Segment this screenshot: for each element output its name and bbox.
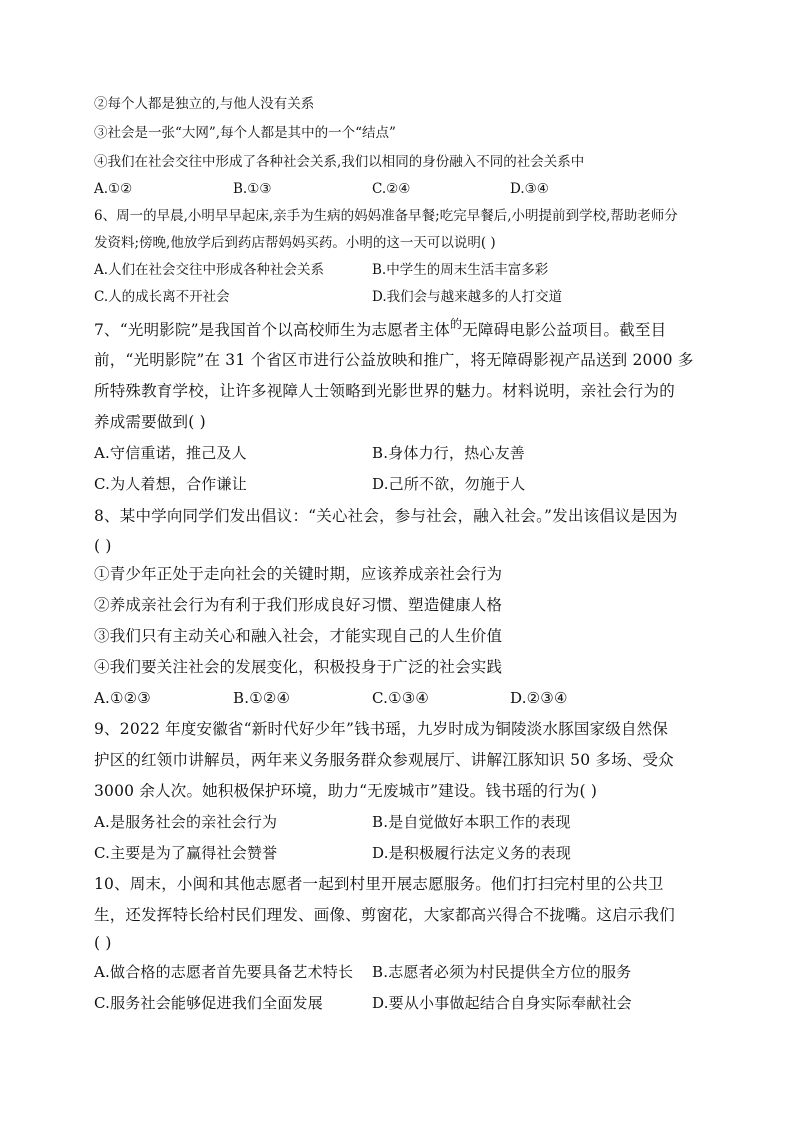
q8-statement-3: ③我们只有主动关心和融入社会，才能实现自己的人生价值 bbox=[94, 627, 503, 645]
q5-option-a: A.①② bbox=[94, 181, 133, 197]
q10-stem-line-3: ( ) bbox=[94, 934, 112, 952]
q10-option-b: B.志愿者必须为村民提供全方位的服务 bbox=[372, 963, 632, 981]
q8-option-a: A.①②③ bbox=[94, 689, 151, 707]
q7-stem-superscript: 的 bbox=[450, 317, 463, 331]
q5-statement-3: ③社会是一张“大网”,每个人都是其中的一个“结点” bbox=[94, 125, 396, 141]
q6-option-a: A.人们在社会交往中形成各种社会关系 bbox=[94, 262, 325, 278]
q7-stem-line-2: 前，“光明影院”在 31 个省区市进行公益放映和推广，将无障碍影视产品送到 2000 多 bbox=[94, 351, 694, 369]
q9-stem-line-3: 3000 余人次。她积极保护环境，助力“无废城市”建设。钱书瑶的行为( ) bbox=[94, 782, 598, 800]
q5-option-b: B.①③ bbox=[233, 181, 272, 197]
q10-option-d: D.要从小事做起结合自身实际奉献社会 bbox=[372, 994, 632, 1012]
q10-stem-line-2: 生，还发挥特长给村民们理发、画像、剪窗花，大家都高兴得合不拢嘴。这启示我们 bbox=[94, 906, 675, 924]
q10-option-a: A.做合格的志愿者首先要具备艺术特长 bbox=[94, 963, 354, 981]
q6-option-b: B.中学生的周末生活丰富多彩 bbox=[372, 262, 549, 278]
q7-stem-line-4: 养成需要做到( ) bbox=[94, 413, 206, 431]
q7-stem-line-1-part-b: 无障碍电影公益项目。截至目 bbox=[462, 321, 667, 339]
q6-stem-line-1: 6、周一的早晨,小明早早起床,亲手为生病的妈妈准备早餐;吃完早餐后,小明提前到学校,帮助老师分 bbox=[94, 208, 678, 224]
q9-option-b: B.是自觉做好本职工作的表现 bbox=[372, 813, 571, 831]
q10-option-c: C.服务社会能够促进我们全面发展 bbox=[94, 994, 323, 1012]
q8-statement-4: ④我们要关注社会的发展变化，积极投身于广泛的社会实践 bbox=[94, 658, 503, 676]
q9-option-a: A.是服务社会的亲社会行为 bbox=[94, 813, 278, 831]
q9-stem-line-1: 9、2022 年度安徽省“新时代好少年”钱书瑶，九岁时成为铜陵淡水豚国家级自然保 bbox=[94, 720, 669, 738]
q5-statement-2: ②每个人都是独立的,与他人没有关系 bbox=[94, 96, 315, 112]
q7-stem-line-3: 所特殊教育学校，让许多视障人士领略到光影世界的魅力。材料说明，亲社会行为的 bbox=[94, 382, 675, 400]
q7-option-d: D.己所不欲，勿施于人 bbox=[372, 475, 526, 493]
q7-option-a: A.守信重诺，推己及人 bbox=[94, 444, 247, 462]
q9-option-c: C.主要是为了赢得社会赞誉 bbox=[94, 844, 278, 862]
q8-stem-line-2: ( ) bbox=[94, 537, 112, 555]
q8-stem-line-1: 8、某中学向同学们发出倡议：“关心社会，参与社会，融入社会。”发出该倡议是因为 bbox=[94, 507, 678, 525]
q6-option-d: D.我们会与越来越多的人打交道 bbox=[372, 289, 563, 305]
q8-option-d: D.②③④ bbox=[510, 689, 568, 707]
q8-option-c: C.①③④ bbox=[372, 689, 430, 707]
q9-stem-line-2: 护区的红领巾讲解员，两年来义务服务群众参观展厅、讲解江豚知识 50 多场、受众 bbox=[94, 751, 674, 769]
q5-statement-4: ④我们在社会交往中形成了各种社会关系,我们以相同的身份融入不同的社会关系中 bbox=[94, 154, 585, 170]
q10-stem-line-1: 10、周末，小闽和其他志愿者一起到村里开展志愿服务。他们打扫完村里的公共卫 bbox=[94, 875, 664, 893]
q8-statement-2: ②养成亲社会行为有利于我们形成良好习惯、塑造健康人格 bbox=[94, 596, 503, 614]
q7-option-c: C.为人着想，合作谦让 bbox=[94, 475, 247, 493]
q8-statement-1: ①青少年正处于走向社会的关键时期，应该养成亲社会行为 bbox=[94, 565, 503, 583]
q5-option-d: D.③④ bbox=[510, 181, 549, 197]
q7-stem-line-1-part-a: 7、“光明影院”是我国首个以高校师生为志愿者主体 bbox=[94, 321, 451, 339]
q7-option-b: B.身体力行，热心友善 bbox=[372, 444, 525, 462]
q8-option-b: B.①②④ bbox=[233, 689, 291, 707]
q7-stem-line-1 bbox=[94, 317, 667, 341]
q6-stem-line-2: 发资料;傍晚,他放学后到药店帮妈妈买药。小明的这一天可以说明( ) bbox=[94, 235, 496, 251]
q5-option-c: C.②④ bbox=[372, 181, 411, 197]
q9-option-d: D.是积极履行法定义务的表现 bbox=[372, 844, 572, 862]
q6-option-c: C.人的成长离不开社会 bbox=[94, 289, 230, 305]
